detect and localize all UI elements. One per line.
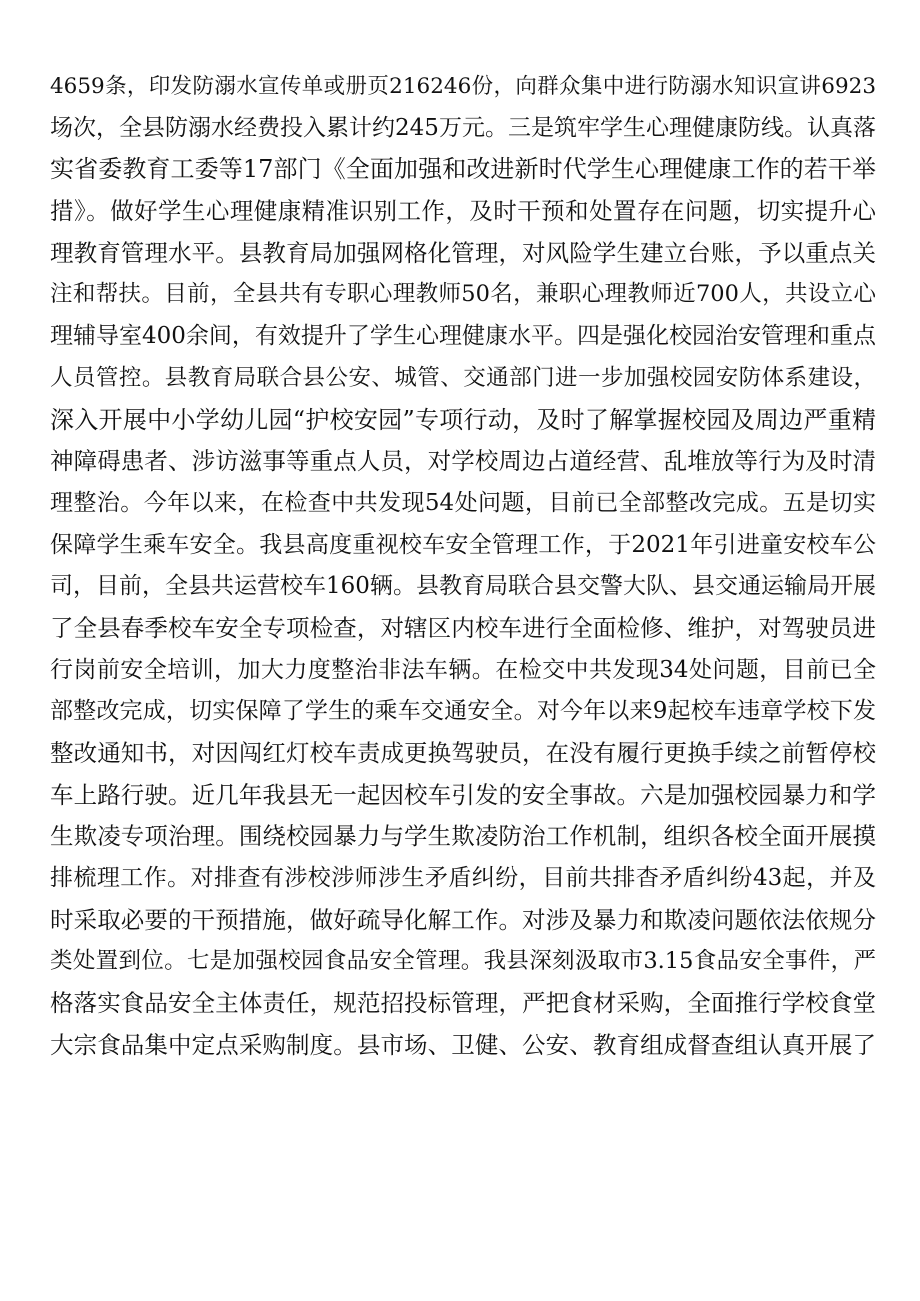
text-line: 司，目前，全县共运营校车160辆。县教育局联合县交警大队、县交通运输局开展: [50, 573, 876, 600]
text-line: 实省委教育工委等17部门《全面加强和改进新时代学生心理健康工作的若干举: [50, 155, 876, 184]
text-line: 措》。做好学生心理健康精准识别工作，及时干预和处置存在问题，切实提升心: [50, 197, 876, 226]
text-line: 理辅导室400余间，有效提升了学生心理健康水平。四是强化校园治安管理和重点: [50, 323, 876, 350]
text-line: 注和帮扶。目前，全县共有专职心理教师50名，兼职心理教师近700人，共设立心: [50, 281, 876, 308]
text-line: 大宗食品集中定点采购制度。县市场、卫健、公安、教育组成督查组认真开展了: [50, 1030, 876, 1059]
body-text: [50, 66, 876, 1067]
text-line: 行岗前安全培训，加大力度整治非法车辆。在检交中共发现34处问题，目前已全: [50, 656, 876, 683]
text-line: 了全县春季校车安全专项检查，对辖区内校车进行全面检修、维护，对驾驶员进: [50, 613, 876, 642]
text-line: 深入开展中小学幼儿园“护校安园”专项行动，及时了解掌握校园及周边严重精: [50, 405, 876, 434]
text-line: 格落实食品安全主体责任，规范招投标管理，严把食材采购，全面推行学校食堂: [50, 989, 876, 1018]
text-line: 保障学生乘车安全。我县高度重视校车安全管理工作，于2021年引进童安校车公: [50, 531, 876, 558]
text-line: 理教育管理水平。县教育局加强网格化管理，对风险学生建立台账，予以重点关: [50, 238, 876, 267]
text-line: 整改通知书，对因闯红灯校车责成更换驾驶员，在没有履行更换手续之前暂停校: [50, 739, 876, 767]
text-line: 生欺凌专项治理。围绕校园暴力与学生欺凌防治工作机制，组织各校全面开展摸: [50, 822, 876, 851]
text-line: 神障碍患者、涉访滋事等重点人员，对学校周边占道经营、乱堆放等行为及时清: [50, 447, 876, 476]
text-line: 类处置到位。七是加强校园食品安全管理。我县深刻汲取市3.15食品安全事件，严: [50, 948, 876, 975]
text-line: 理整治。今年以来，在检查中共发现54处问题，目前已全部整改完成。五是切实: [50, 489, 876, 516]
text-line: 人员管控。县教育局联合县公安、城管、交通部门进一步加强校园安防体系建设，: [50, 364, 876, 391]
text-line: 排梳理工作。对排查有涉校涉师涉生矛盾纠纷，目前共排杳矛盾纠纷43起，并及: [50, 865, 876, 892]
text-line: 4659条，印发防溺水宣传单或册页216246份，向群众集中进行防溺水知识宣讲6923: [50, 74, 876, 99]
text-line: 时采取必要的干预措施，做好疏导化解工作。对涉及暴力和欺凌问题依法依规分: [50, 905, 876, 934]
text-line: 车上路行驶。近几年我县无一起因校车引发的安全事故。六是加强校园暴力和学: [50, 780, 876, 809]
text-line: 部整改完成，切实保障了学生的乘车交通安全。对今年以来9起校车违章学校下发: [50, 698, 876, 725]
text-line: 场次，全县防溺水经费投入累计约245万元。三是筑牢学生心理健康防线。认真落: [50, 114, 876, 141]
